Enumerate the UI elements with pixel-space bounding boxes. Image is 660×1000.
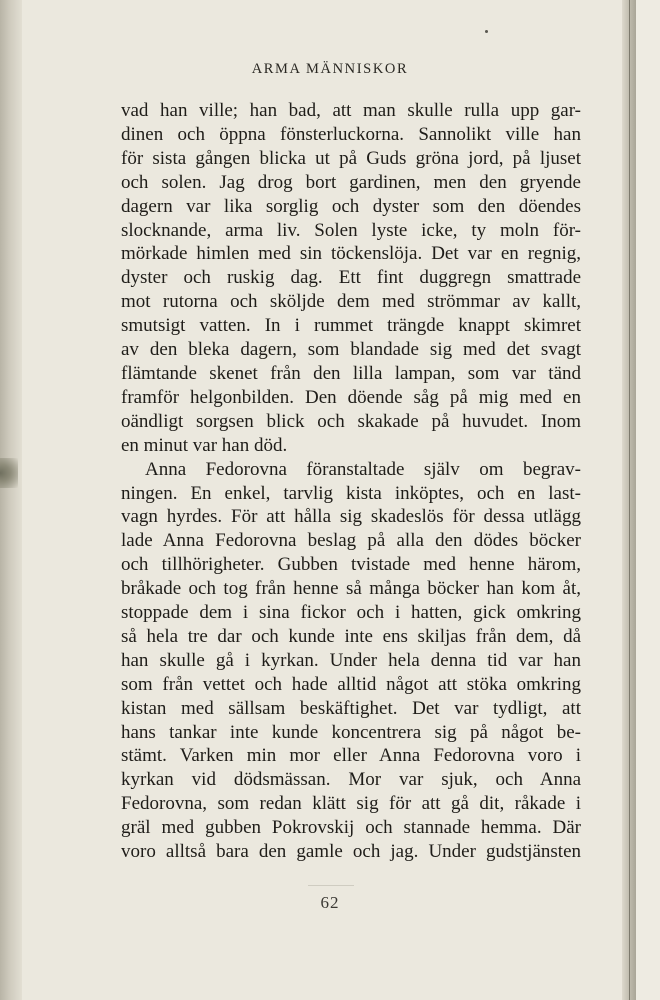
text-line: och tillhörigheter. Gubben tvistade med henne härom, — [121, 554, 581, 576]
text-line: och solen. Jag drog bort gardinen, men den gryende — [121, 171, 581, 193]
footer-rule — [308, 885, 354, 886]
dust-speck — [485, 30, 488, 33]
text-line: dinen och öppna fönsterluckorna. Sannolikt ville han — [121, 123, 581, 145]
text-line: slocknande, arma liv. Solen lyste icke, ty moln för- — [121, 219, 581, 241]
page-number: 62 — [320, 893, 340, 912]
text-line: en minut var han död. — [121, 434, 288, 456]
page-edge-line — [629, 0, 630, 1000]
text-line: stämt. Varken min mor eller Anna Fedorovna voro i — [121, 745, 581, 767]
paragraph-2 — [121, 458, 581, 864]
text-line: flämtande skenet från den lilla lampan, som var tänd — [121, 362, 581, 384]
text-line: gräl med gubben Pokrovskij och stannade hemma. Där — [121, 817, 581, 839]
page-stain — [0, 458, 18, 488]
running-head: ARMA MÄNNISKOR — [251, 61, 409, 77]
text-line: hans tankar inte kunde koncentrera sig på något be- — [121, 721, 581, 743]
next-page-strip — [636, 0, 660, 1000]
text-line: Fedorovna, som redan klätt sig för att gå dit, råkade i — [121, 793, 581, 815]
text-line: dagern var lika sorglig och dyster som den döendes — [121, 195, 581, 217]
text-line: han skulle gå i kyrkan. Under hela denna tid var han — [121, 649, 581, 671]
text-line: voro alltså bara den gamle och jag. Under gudstjänsten — [121, 841, 581, 863]
text-line: ningen. En enkel, tarvlig kista inköptes, och en last- — [121, 482, 581, 504]
text-line: oändligt sorgsen blick och skakade på huvudet. Inom — [121, 410, 581, 432]
text-line: vad han ville; han bad, att man skulle rulla upp gar- — [121, 100, 581, 121]
text-line: så hela tre dar och kunde inte ens skiljas från dem, då — [121, 625, 581, 647]
text-line: lade Anna Fedorovna beslag på alla den dödes böcker — [121, 530, 581, 552]
text-line: smutsigt vatten. In i rummet trängde knappt skimret — [121, 315, 581, 337]
text-line: kistan med sällsam beskäftighet. Det var tydligt, att — [121, 697, 581, 719]
text-line: stoppade dem i sina fickor och i hatten, gick omkring — [121, 602, 581, 624]
gutter-shadow — [0, 0, 22, 1000]
text-line: mot rutorna och sköljde dem med strömmar av kallt, — [121, 291, 581, 313]
text-line: Anna Fedorovna föranstaltade själv om begrav- — [145, 458, 581, 480]
text-line: som från vettet och hade alltid något att stöka omkring — [121, 673, 581, 695]
text-line: mörkade himlen med sin töckenslöja. Det var en regnig, — [121, 243, 581, 265]
paragraph-1 — [121, 99, 581, 458]
text-line: av den bleka dagern, som blandade sig med det svagt — [121, 339, 581, 361]
text-line: dyster och ruskig dag. Ett fint duggregn smattrade — [121, 267, 581, 289]
text-line: bråkade och tog från henne så många böcker han kom åt, — [121, 578, 581, 600]
body-text — [121, 99, 581, 864]
text-line: för sista gången blicka ut på Guds gröna jord, på ljuset — [121, 147, 581, 169]
text-line: vagn hyrdes. För att hålla sig skadeslös för dessa utlägg — [121, 506, 581, 528]
text-line: framför helgonbilden. Den döende såg på mig med en — [121, 386, 581, 408]
text-line: kyrkan vid dödsmässan. Mor var sjuk, och Anna — [121, 769, 581, 791]
